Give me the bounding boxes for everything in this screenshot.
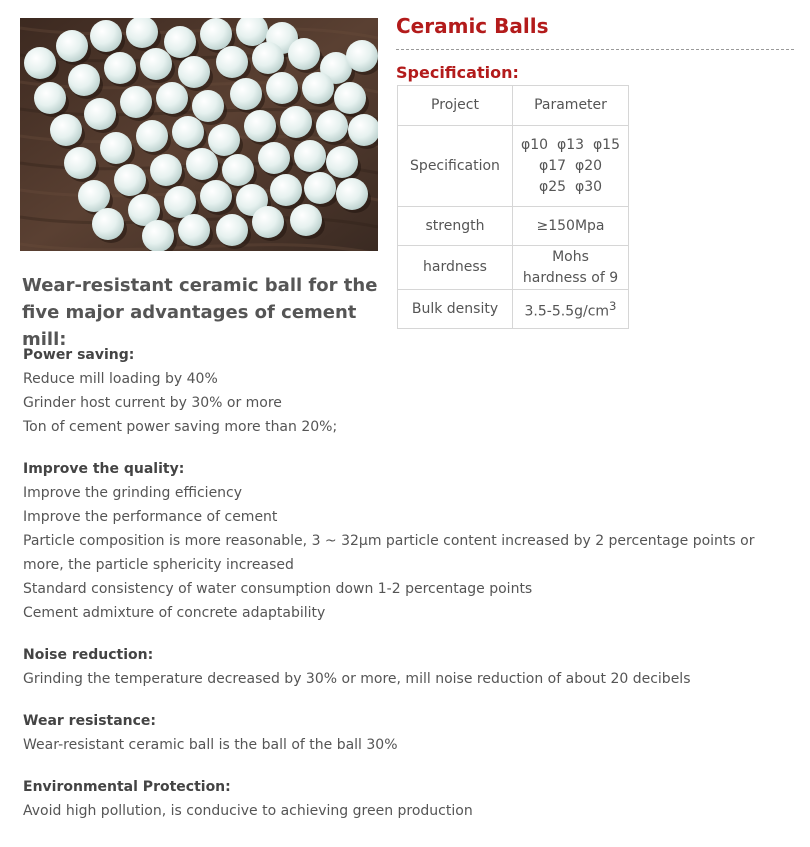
ceramic-ball	[200, 18, 232, 50]
bulk-density-value	[513, 290, 629, 329]
table-row	[398, 290, 629, 329]
ceramic-ball	[266, 72, 298, 104]
title-divider	[396, 49, 794, 50]
spec-size: φ10	[521, 136, 549, 153]
ceramic-ball	[150, 154, 182, 186]
spec-size: φ30	[574, 178, 603, 195]
advantages-intro: Wear-resistant ceramic ball for the five major advantages of cement mill:	[22, 275, 378, 350]
ceramic-ball	[336, 178, 368, 210]
ceramic-ball	[280, 106, 312, 138]
specification-label: Specification	[398, 126, 513, 207]
strength-label: strength	[398, 207, 513, 246]
section-line: Wear-resistant ceramic ball is the ball of the ball 30%	[23, 737, 398, 753]
ceramic-ball	[56, 30, 88, 62]
section-line: Improve the performance of cement	[23, 509, 278, 525]
section-title: Wear resistance:	[23, 713, 157, 729]
spec-size: φ25	[538, 178, 567, 195]
advantage-section	[23, 775, 798, 823]
ceramic-ball	[50, 114, 82, 146]
advantages-content	[23, 343, 798, 841]
ceramic-ball	[164, 186, 196, 218]
ceramic-ball	[156, 82, 188, 114]
ceramic-ball	[326, 146, 358, 178]
ceramic-ball	[316, 110, 348, 142]
ceramic-ball	[290, 204, 322, 236]
ceramic-ball	[78, 180, 110, 212]
section-line: Grinder host current by 30% or more	[23, 395, 282, 411]
ceramic-ball	[302, 72, 334, 104]
ceramic-ball	[270, 174, 302, 206]
section-line: Cement admixture of concrete adaptability	[23, 605, 326, 621]
ceramic-ball	[64, 147, 96, 179]
ceramic-ball	[200, 180, 232, 212]
section-title: Power saving:	[23, 347, 135, 363]
ceramic-ball	[288, 38, 320, 70]
specification-value	[513, 126, 629, 207]
section-line: Standard consistency of water consumption down 1-2 percentage points	[23, 581, 533, 597]
specification-table	[397, 85, 629, 329]
ceramic-ball	[244, 110, 276, 142]
ceramic-ball	[304, 172, 336, 204]
ceramic-ball	[192, 90, 224, 122]
ceramic-ball	[34, 82, 66, 114]
advantage-section	[23, 709, 798, 757]
advantage-section	[23, 343, 798, 439]
ceramic-ball	[68, 64, 100, 96]
ceramic-balls-photo	[20, 18, 378, 251]
ceramic-ball	[252, 206, 284, 238]
table-row	[398, 126, 629, 207]
ceramic-ball	[334, 82, 366, 114]
section-line: Improve the grinding efficiency	[23, 485, 243, 501]
ceramic-ball	[24, 47, 56, 79]
ceramic-ball	[178, 56, 210, 88]
header-parameter: Parameter	[513, 86, 629, 126]
spec-size: φ13	[556, 136, 585, 153]
page-title: Ceramic Balls	[396, 14, 549, 38]
section-line: Grinding the temperature decreased by 30% or more, mill noise reduction of about 20 decibels	[23, 671, 691, 687]
hardness-label: hardness	[398, 246, 513, 290]
ceramic-ball	[222, 154, 254, 186]
ceramic-ball	[208, 124, 240, 156]
ceramic-ball	[172, 116, 204, 148]
ceramic-ball	[120, 86, 152, 118]
section-line: Avoid high pollution, is conducive to achieving green production	[23, 803, 473, 819]
spec-size: φ17	[538, 157, 567, 174]
section-title: Environmental Protection:	[23, 779, 231, 795]
header-project: Project	[398, 86, 513, 126]
ceramic-ball	[136, 120, 168, 152]
specification-heading: Specification:	[396, 63, 519, 82]
section-line: Ton of cement power saving more than 20%;	[23, 419, 338, 435]
ceramic-ball	[92, 208, 124, 240]
bulk-density-number: 3.5-5.5g/cm	[524, 303, 610, 320]
section-line: Particle composition is more reasonable, 3 ~ 32μm particle content increased by 2 percentage points or more, the particle sphericity increased	[23, 533, 755, 573]
strength-value: ≥150Mpa	[513, 207, 629, 246]
table-row	[398, 86, 629, 126]
hardness-value: Mohs hardness of 9	[513, 246, 629, 290]
advantage-section	[23, 643, 798, 691]
bulk-density-exponent: 3	[609, 298, 617, 313]
advantage-section	[23, 457, 798, 625]
ceramic-ball	[230, 78, 262, 110]
ceramic-ball	[142, 220, 174, 251]
ceramic-ball	[294, 140, 326, 172]
ceramic-ball	[258, 142, 290, 174]
ceramic-ball	[164, 26, 196, 58]
table-row	[398, 246, 629, 290]
ceramic-ball	[114, 164, 146, 196]
ceramic-ball	[216, 46, 248, 78]
section-title: Noise reduction:	[23, 647, 154, 663]
spec-size: φ20	[574, 157, 603, 174]
ceramic-ball	[346, 40, 378, 72]
section-title: Improve the quality:	[23, 461, 185, 477]
bulk-density-label: Bulk density	[398, 290, 513, 329]
spec-size: φ15	[592, 136, 620, 153]
ceramic-ball	[186, 148, 218, 180]
ceramic-ball	[140, 48, 172, 80]
section-line: Reduce mill loading by 40%	[23, 371, 218, 387]
ceramic-ball	[252, 42, 284, 74]
ceramic-ball	[84, 98, 116, 130]
ceramic-ball	[100, 132, 132, 164]
table-row	[398, 207, 629, 246]
ceramic-ball	[178, 214, 210, 246]
ceramic-ball	[90, 20, 122, 52]
ceramic-ball	[216, 214, 248, 246]
ceramic-ball	[104, 52, 136, 84]
